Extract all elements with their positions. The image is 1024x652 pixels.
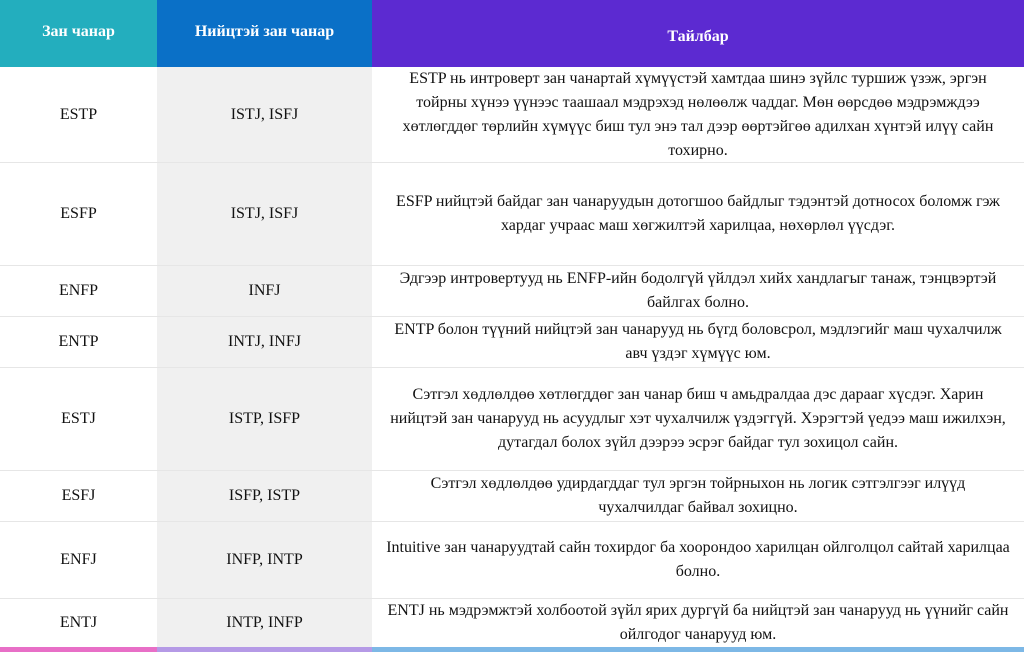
table-row — [0, 522, 1024, 599]
cell-compatible: INFJ — [157, 266, 372, 316]
table-row — [0, 163, 1024, 266]
cell-description: Эдгээр интровертууд нь ENFP-ийн бодолгүй үйлдэл хийх хандлагыг танаж, тэнцвэртэй байлгах болно. — [372, 266, 1024, 316]
cell-compatible: ISTP, ISFP — [157, 368, 372, 470]
cell-compatible: ISFP, ISTP — [157, 471, 372, 521]
footer-segment-description — [372, 647, 1024, 652]
cell-compatible: INFP, INTP — [157, 522, 372, 598]
table-row — [0, 67, 1024, 163]
cell-type: ENTJ — [0, 599, 157, 647]
cell-compatible: INTP, INFP — [157, 599, 372, 647]
cell-type: ENFJ — [0, 522, 157, 598]
cell-description: Сэтгэл хөдлөлдөө удирдагддаг тул эргэн тойрныхон нь логик сэтгэлгээг илүүд чухалчилдаг байвал зохицно. — [372, 471, 1024, 521]
cell-description: ESFP нийцтэй байдаг зан чанаруудын дотогшоо байдлыг тэдэнтэй дотносох боломж гэж хардаг учраас маш хөгжилтэй харилцаа, нөхөрлөл үүсдэг. — [372, 163, 1024, 265]
cell-type: ENTP — [0, 317, 157, 367]
table-row — [0, 599, 1024, 647]
cell-type: ESFJ — [0, 471, 157, 521]
cell-compatible: ISTJ, ISFJ — [157, 163, 372, 265]
header-description: Тайлбар — [372, 0, 1024, 67]
cell-type: ESFP — [0, 163, 157, 265]
table-header — [0, 0, 1024, 67]
cell-description: ENTJ нь мэдрэмжтэй холбоотой зүйл ярих дургүй ба нийцтэй зан чанарууд нь үүнийг сайн ойлгодог чанарууд юм. — [372, 599, 1024, 647]
cell-type: ESTJ — [0, 368, 157, 470]
table-row — [0, 471, 1024, 522]
table-footer-bar — [0, 647, 1024, 652]
cell-description: ENTP болон түүний нийцтэй зан чанарууд нь бүгд боловсрол, мэдлэгийг маш чухалчилж авч үздэг хүмүүс юм. — [372, 317, 1024, 367]
cell-description: Сэтгэл хөдлөлдөө хөтлөгддөг зан чанар биш ч амьдралдаа дэс дарааг хүсдэг. Харин нийцтэй зан чанарууд нь асуудлыг хэт чухалчилж үздэггүй. Хэрэгтэй үедээ маш ижилхэн, дутагдал болох зүйл дээрээ эсрэг байдаг тул зохицол сайн. — [372, 368, 1024, 470]
footer-segment-compatible — [157, 647, 372, 652]
header-compatible: Нийцтэй зан чанар — [157, 0, 372, 67]
cell-type: ESTP — [0, 67, 157, 162]
table-row — [0, 266, 1024, 317]
cell-type: ENFP — [0, 266, 157, 316]
header-type: Зан чанар — [0, 0, 157, 67]
cell-compatible: INTJ, INFJ — [157, 317, 372, 367]
cell-compatible: ISTJ, ISFJ — [157, 67, 372, 162]
footer-segment-type — [0, 647, 157, 652]
cell-description: Intuitive зан чанаруудтай сайн тохирдог ба хоорондоо харилцан ойлголцол сайтай харилцаа болно. — [372, 522, 1024, 598]
table-row — [0, 317, 1024, 368]
cell-description: ESTP нь интроверт зан чанартай хүмүүстэй хамтдаа шинэ зүйлс туршиж үзэж, эргэн тойрны хүнээ үүнээс таашаал мэдрэхэд нөлөөлж чаддаг. Мөн өөрсдөө мэдрэмждээ хөтлөгддөг төрлийн хүмүүс биш тул энэ тал дээр өөртэйгөө адилхан хүнтэй илүү сайн тохирно. — [372, 67, 1024, 162]
table-row — [0, 368, 1024, 471]
